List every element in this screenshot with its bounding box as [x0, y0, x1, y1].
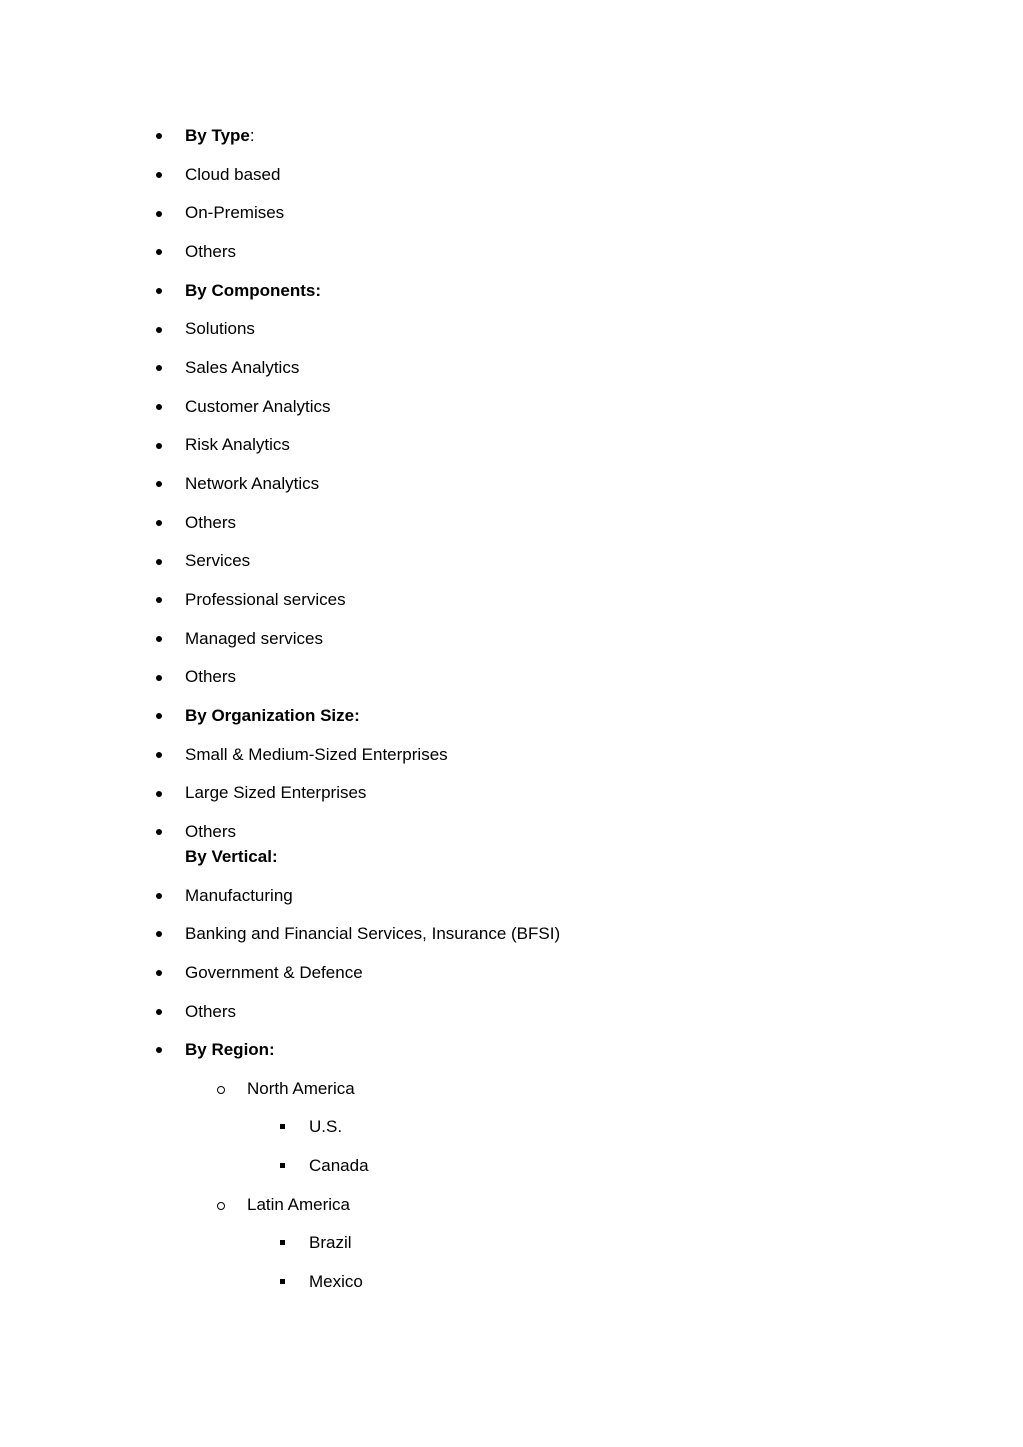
list-item: Government & Defence — [185, 963, 363, 982]
bullet-icon — [156, 829, 162, 835]
section-heading — [185, 705, 360, 727]
section-heading-text: By Region: — [185, 1040, 275, 1059]
section-heading-text: By Organization Size: — [185, 706, 360, 725]
list-item: Others — [185, 822, 237, 841]
section-heading-text: By Vertical: — [185, 847, 278, 866]
bullet-icon — [156, 249, 162, 255]
list-item: Small & Medium-Sized Enterprises — [185, 745, 448, 764]
bullet-icon — [156, 636, 162, 642]
hollow-bullet-icon — [217, 1086, 225, 1094]
section-heading-text: By Components: — [185, 281, 321, 300]
square-bullet-icon — [280, 1124, 285, 1129]
bullet-icon — [156, 481, 162, 487]
region-item: Latin America — [247, 1195, 350, 1214]
bullet-icon — [156, 404, 162, 410]
section-heading — [185, 846, 278, 868]
list-item: Services — [185, 551, 251, 570]
bullet-icon — [156, 931, 162, 937]
bullet-icon — [156, 211, 162, 217]
list-item: Large Sized Enterprises — [185, 783, 367, 802]
list-item: Cloud based — [185, 165, 281, 184]
bullet-icon — [156, 893, 162, 899]
list-item — [185, 125, 255, 147]
section-heading — [185, 1039, 275, 1061]
bullet-icon — [156, 752, 162, 758]
bullet-icon — [156, 597, 162, 603]
list-item: Professional services — [185, 590, 346, 609]
bullet-icon — [156, 1047, 162, 1053]
country-item: Mexico — [309, 1272, 363, 1291]
country-item: Canada — [309, 1156, 369, 1175]
square-bullet-icon — [280, 1279, 285, 1284]
square-bullet-icon — [280, 1163, 285, 1168]
list-item: Banking and Financial Services, Insurance (BFSI) — [185, 924, 561, 943]
list-item: On-Premises — [185, 203, 285, 222]
country-item: U.S. — [309, 1117, 343, 1136]
list-item: Others — [185, 1002, 237, 1021]
section-heading: By Type — [185, 126, 250, 145]
bullet-icon — [156, 520, 162, 526]
bullet-icon — [156, 675, 162, 681]
list-item: Solutions — [185, 319, 255, 338]
list-item: Others — [185, 242, 237, 261]
country-item: Brazil — [309, 1233, 352, 1252]
list-item: Customer Analytics — [185, 397, 331, 416]
list-item: Risk Analytics — [185, 435, 290, 454]
bullet-icon — [156, 713, 162, 719]
bullet-icon — [156, 133, 162, 139]
list-item: Manufacturing — [185, 886, 293, 905]
square-bullet-icon — [280, 1240, 285, 1245]
heading-suffix: : — [249, 126, 255, 145]
region-item: North America — [247, 1079, 355, 1098]
bullet-icon — [156, 327, 162, 333]
list-item: Managed services — [185, 629, 323, 648]
bullet-icon — [156, 559, 162, 565]
list-item: Sales Analytics — [185, 358, 300, 377]
bullet-icon — [156, 288, 162, 294]
bullet-icon — [156, 970, 162, 976]
bullet-icon — [156, 1009, 162, 1015]
hollow-bullet-icon — [217, 1202, 225, 1210]
bullet-icon — [156, 365, 162, 371]
list-item: Others — [185, 667, 237, 686]
section-heading — [185, 280, 321, 302]
bullet-icon — [156, 443, 162, 449]
bullet-icon — [156, 172, 162, 178]
list-item: Others — [185, 513, 237, 532]
bullet-icon — [156, 791, 162, 797]
list-item: Network Analytics — [185, 474, 320, 493]
